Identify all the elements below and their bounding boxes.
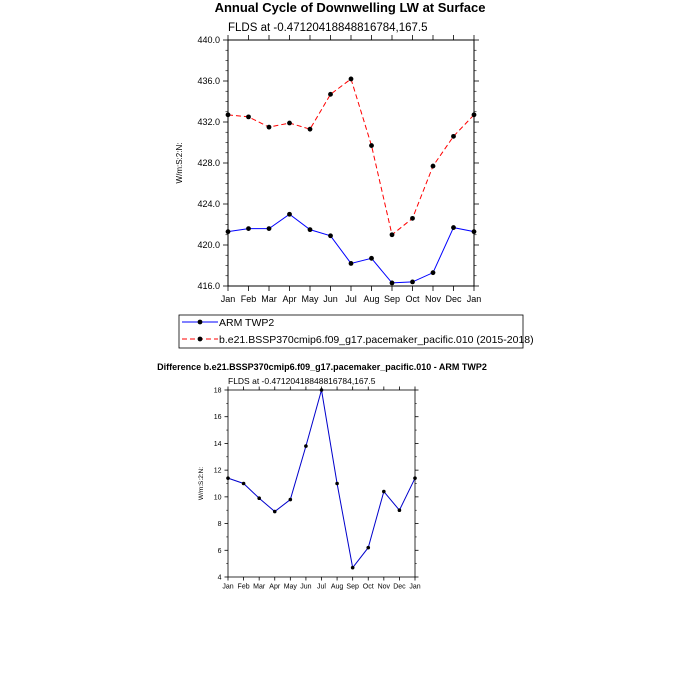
top-ytick-label: 428.0 bbox=[197, 158, 220, 168]
bottom-xtick-label: Mar bbox=[253, 583, 266, 591]
top-series-point-1 bbox=[246, 114, 251, 119]
top-xtick-label: Nov bbox=[424, 294, 442, 304]
top-series-point-1 bbox=[267, 125, 272, 130]
top-series-point-0 bbox=[410, 280, 415, 285]
top-series-point-0 bbox=[451, 225, 456, 230]
bottom-ylabel: W/m:S:2:N: bbox=[198, 466, 205, 501]
top-series-point-0 bbox=[349, 261, 354, 266]
legend-label-model: b.e21.BSSP370cmip6.f09_g17.pacemaker_pacific.010 (2015-2018) bbox=[219, 334, 534, 346]
top-ytick-label: 424.0 bbox=[197, 199, 220, 209]
top-series-line-0 bbox=[228, 214, 474, 283]
top-xtick-label: Jul bbox=[345, 294, 357, 304]
bottom-xtick-label: Dec bbox=[393, 583, 406, 591]
legend-marker-arm bbox=[198, 320, 203, 325]
top-ytick-label: 416.0 bbox=[197, 281, 220, 291]
top-series-point-0 bbox=[390, 281, 395, 286]
bottom-series-point-0 bbox=[351, 566, 355, 570]
top-series-point-0 bbox=[431, 270, 436, 275]
top-chart-subtitle: FLDS at -0.47120418848816784,167.5 bbox=[228, 22, 428, 34]
bottom-series-point-0 bbox=[335, 482, 339, 486]
bottom-series-point-0 bbox=[320, 388, 324, 392]
bottom-frame bbox=[228, 390, 415, 577]
top-series-point-0 bbox=[226, 229, 231, 234]
top-series-point-0 bbox=[267, 226, 272, 231]
top-series-point-1 bbox=[472, 112, 477, 117]
bottom-series-point-0 bbox=[289, 498, 293, 502]
bottom-series-point-0 bbox=[257, 496, 261, 500]
top-series-point-1 bbox=[390, 232, 395, 237]
bottom-chart-subtitle: FLDS at -0.47120418848816784,167.5 bbox=[228, 376, 376, 386]
top-ytick-label: 440.0 bbox=[197, 35, 220, 45]
legend-label-arm: ARM TWP2 bbox=[219, 317, 275, 329]
bottom-series-point-0 bbox=[304, 444, 308, 448]
bottom-series-point-0 bbox=[413, 476, 417, 480]
bottom-xtick-label: Aug bbox=[330, 583, 344, 591]
bottom-series-point-0 bbox=[226, 476, 230, 480]
legend-marker-model bbox=[198, 337, 203, 342]
top-series-point-1 bbox=[410, 216, 415, 221]
bottom-xtick-label: Jan bbox=[222, 583, 234, 591]
bottom-xtick-label: Jan bbox=[409, 583, 421, 591]
top-xtick-label: Mar bbox=[261, 294, 277, 304]
bottom-xtick-label: Sep bbox=[346, 583, 359, 591]
top-series-point-0 bbox=[246, 226, 251, 231]
top-xtick-label: Aug bbox=[363, 294, 380, 304]
bottom-xtick-label: Apr bbox=[269, 583, 281, 591]
top-series-point-1 bbox=[287, 121, 292, 126]
top-series-point-1 bbox=[431, 164, 436, 169]
bottom-xtick-label: Jun bbox=[300, 583, 312, 591]
top-xtick-label: Jun bbox=[323, 294, 338, 304]
legend bbox=[179, 315, 534, 348]
bottom-xtick-label: May bbox=[283, 583, 297, 591]
top-ytick-label: 436.0 bbox=[197, 76, 220, 86]
top-series-point-1 bbox=[451, 134, 456, 139]
top-xtick-label: Oct bbox=[405, 294, 420, 304]
top-series-point-0 bbox=[369, 256, 374, 261]
top-xtick-label: Dec bbox=[445, 294, 462, 304]
bottom-series-point-0 bbox=[382, 490, 386, 494]
top-series-point-1 bbox=[328, 92, 333, 97]
bottom-chart-title: Difference b.e21.BSSP370cmip6.f09_g17.pacemaker_pacific.010 - ARM TWP2 bbox=[157, 362, 487, 372]
top-chart-title: Annual Cycle of Downwelling LW at Surface bbox=[214, 0, 486, 15]
bottom-xtick-label: Oct bbox=[362, 583, 374, 591]
bottom-ytick-label: 4 bbox=[217, 574, 222, 582]
bottom-series-point-0 bbox=[366, 546, 370, 550]
top-xtick-label: Jan bbox=[220, 294, 236, 304]
top-series-point-0 bbox=[287, 212, 292, 217]
top-xtick-label: May bbox=[301, 294, 319, 304]
top-series-point-1 bbox=[308, 127, 313, 132]
top-series-line-1 bbox=[228, 79, 474, 235]
top-plot-area bbox=[175, 35, 481, 304]
bottom-plot-area bbox=[198, 387, 421, 591]
bottom-xtick-label: Nov bbox=[377, 583, 391, 591]
bottom-ytick-label: 6 bbox=[217, 547, 222, 555]
top-series-point-0 bbox=[472, 229, 477, 234]
bottom-series-line-0 bbox=[228, 390, 415, 568]
bottom-ytick-label: 18 bbox=[213, 387, 222, 395]
bottom-ytick-label: 8 bbox=[217, 521, 222, 529]
bottom-xtick-label: Feb bbox=[237, 583, 250, 591]
top-series-point-1 bbox=[349, 77, 354, 82]
bottom-series-point-0 bbox=[242, 482, 246, 486]
bottom-ytick-label: 14 bbox=[213, 440, 222, 448]
bottom-ytick-label: 12 bbox=[213, 467, 222, 475]
top-series-point-1 bbox=[226, 112, 231, 117]
top-ytick-label: 420.0 bbox=[197, 240, 220, 250]
bottom-ytick-label: 16 bbox=[213, 414, 222, 422]
bottom-series-point-0 bbox=[398, 508, 402, 512]
bottom-xtick-label: Jul bbox=[317, 583, 326, 591]
top-xtick-label: Jan bbox=[466, 294, 482, 304]
top-xtick-label: Feb bbox=[240, 294, 257, 304]
top-xtick-label: Apr bbox=[282, 294, 297, 304]
top-series-point-0 bbox=[328, 233, 333, 238]
top-ylabel: W/m:S:2:N: bbox=[175, 142, 184, 184]
top-series-point-1 bbox=[369, 143, 374, 148]
bottom-ytick-label: 10 bbox=[213, 494, 222, 502]
top-series-point-0 bbox=[308, 227, 313, 232]
bottom-series-point-0 bbox=[273, 510, 277, 514]
top-xtick-label: Sep bbox=[383, 294, 401, 304]
top-ytick-label: 432.0 bbox=[197, 117, 220, 127]
